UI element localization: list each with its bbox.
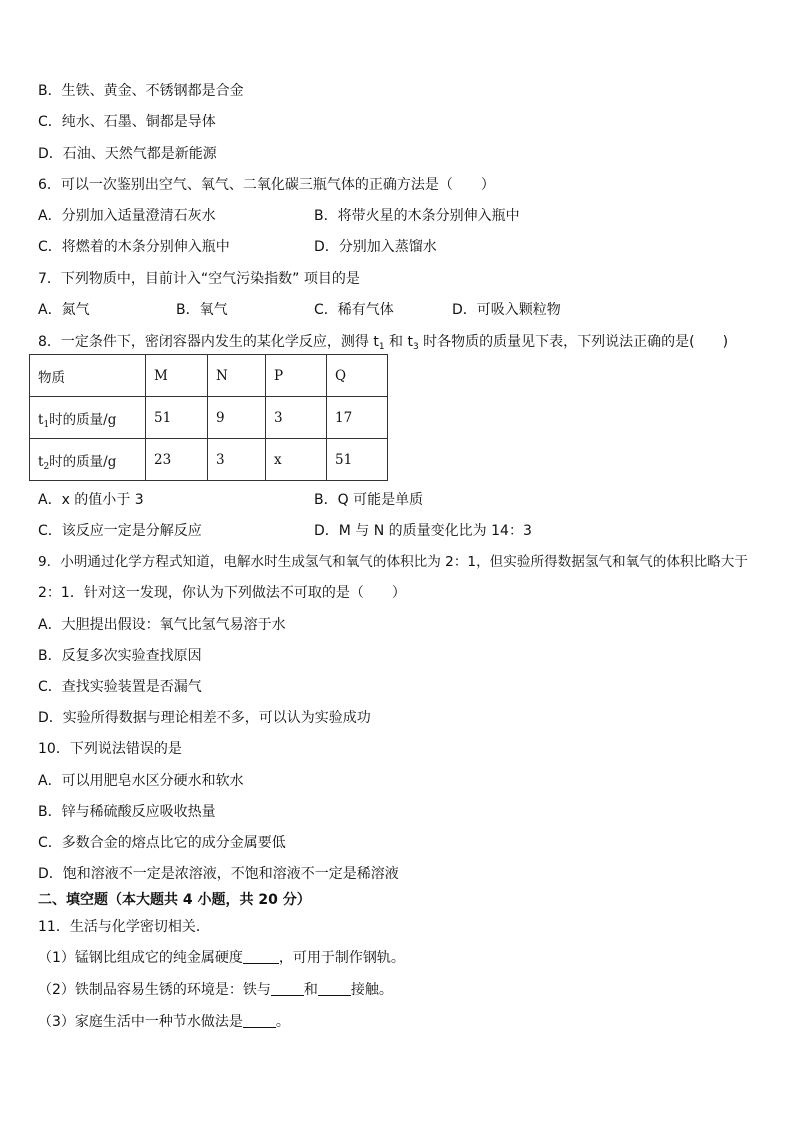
option-6c: C．将燃着的木条分别伸入瓶中 <box>38 239 230 255</box>
question-8-part2: 和 t <box>384 334 413 350</box>
table-cell: M <box>146 355 208 397</box>
option-7a: A．氮气 <box>38 302 90 318</box>
table-cell: 9 <box>208 397 266 439</box>
option-9d: D．实验所得数据与理论相差不多，可以认为实验成功 <box>38 710 371 726</box>
question-8-part1: 8．一定条件下，密闭容器内发生的某化学反应，测得 t <box>38 334 379 350</box>
row-label-text: 时的质量/g <box>49 411 117 428</box>
table-cell: Q <box>327 355 388 397</box>
q11-2-text-mid: 和 <box>303 982 318 998</box>
table-cell: 3 <box>266 397 327 439</box>
option-9c: C．查找实验装置是否漏气 <box>38 679 202 695</box>
option-8d: D．M 与 N 的质量变化比为 14：3 <box>314 523 532 539</box>
answer-blank[interactable] <box>243 1013 276 1028</box>
question-9-line1: 9．小明通过化学方程式知道，电解水时生成氢气和氧气的体积比为 2：1，但实验所得数据氢气和氧气的体积比略大于 <box>38 554 748 570</box>
option-10c: C．多数合金的熔点比它的成分金属要低 <box>38 835 286 851</box>
t-symbol: t <box>38 411 44 428</box>
question-11-part1 <box>38 948 405 968</box>
option-5c: C．纯水、石墨、铜都是导体 <box>38 114 216 130</box>
option-9a: A．大胆提出假设：氧气比氢气易溶于水 <box>38 617 286 633</box>
option-6b: B．将带火星的木条分别伸入瓶中 <box>314 208 520 224</box>
table-row <box>30 397 388 439</box>
question-7: 7．下列物质中，目前计入“空气污染指数” 项目的是 <box>38 271 360 287</box>
q11-2-text: （2）铁制品容易生锈的环境是：铁与 <box>38 982 271 998</box>
option-10a: A．可以用肥皂水区分硬水和软水 <box>38 773 244 789</box>
table-row <box>30 439 388 481</box>
option-7b: B．氧气 <box>176 302 228 318</box>
question-6: 6．可以一次鉴别出空气、氧气、二氧化碳三瓶气体的正确方法是（ ） <box>38 177 495 193</box>
table-cell: N <box>208 355 266 397</box>
t-subscript: 2 <box>43 461 50 472</box>
q11-3-text-end: 。 <box>275 1014 290 1030</box>
table-cell: 3 <box>208 439 266 481</box>
answer-blank[interactable] <box>243 949 279 964</box>
question-11-part3 <box>38 1012 290 1032</box>
option-5d: D．石油、天然气都是新能源 <box>38 146 217 162</box>
table-cell: 51 <box>146 397 208 439</box>
question-11: 11．生活与化学密切相关． <box>38 919 210 935</box>
table-row-label <box>30 397 146 439</box>
table-cell: 51 <box>327 439 388 481</box>
table-cell: 17 <box>327 397 388 439</box>
q11-2-text-end: 接触。 <box>350 982 393 998</box>
t-symbol: t <box>38 453 44 470</box>
option-8b: B．Q 可能是单质 <box>314 492 424 508</box>
section-heading: 二、填空题（本大题共 4 小题，共 20 分） <box>38 892 311 908</box>
table-cell: 物质 <box>30 355 146 397</box>
option-7d: D．可吸入颗粒物 <box>452 302 561 318</box>
question-8-part3: 时各物质的质量见下表，下列说法正确的是( ) <box>418 334 729 350</box>
t-subscript: 1 <box>43 419 50 430</box>
question-8 <box>38 332 728 352</box>
table-cell: 23 <box>146 439 208 481</box>
table-cell: x <box>266 439 327 481</box>
answer-blank[interactable] <box>318 981 351 996</box>
option-5b: B．生铁、黄金、不锈钢都是合金 <box>38 83 244 99</box>
option-8a: A．x 的值小于 3 <box>38 492 144 508</box>
option-10d: D．饱和溶液不一定是浓溶液，不饱和溶液不一定是稀溶液 <box>38 866 399 882</box>
option-6a: A．分别加入适量澄清石灰水 <box>38 208 216 224</box>
option-9b: B．反复多次实验查找原因 <box>38 648 202 664</box>
option-8c: C．该反应一定是分解反应 <box>38 523 202 539</box>
table-header-row <box>30 355 388 397</box>
option-6d: D．分别加入蒸馏水 <box>314 239 437 255</box>
q11-1-text-end: ，可用于制作钢轨。 <box>278 950 405 966</box>
question-10: 10．下列说法错误的是 <box>38 741 182 757</box>
option-7c: C．稀有气体 <box>314 302 394 318</box>
question-9-line2: 2：1．针对这一发现，你认为下列做法不可取的是（ ） <box>38 585 406 601</box>
mass-table <box>29 354 388 481</box>
option-10b: B．锌与稀硫酸反应吸收热量 <box>38 804 216 820</box>
q11-1-text: （1）锰钢比组成它的纯金属硬度 <box>38 950 243 966</box>
question-8-sub1: 1 <box>378 342 385 352</box>
row-label-text: 时的质量/g <box>49 453 117 470</box>
question-11-part2 <box>38 980 393 1000</box>
question-8-sub2: 3 <box>412 342 419 352</box>
answer-blank[interactable] <box>271 981 304 996</box>
table-row-label <box>30 439 146 481</box>
table-cell: P <box>266 355 327 397</box>
q11-3-text: （3）家庭生活中一种节水做法是 <box>38 1014 243 1030</box>
